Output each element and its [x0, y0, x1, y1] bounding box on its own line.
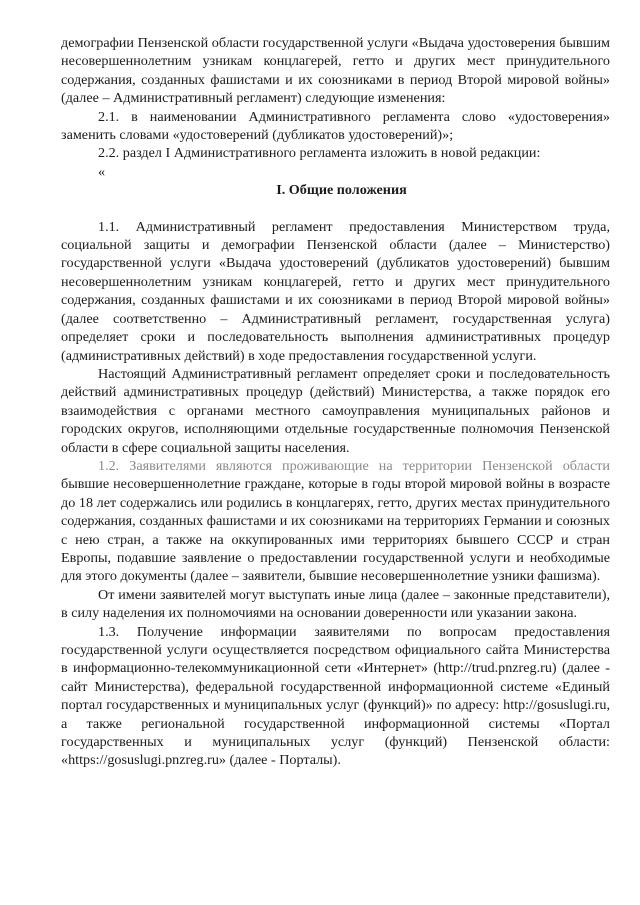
- item-2-1: 2.1. в наименовании Административного регламента слово «удостоверения» заменить словами «удостоверений (дубликатов удостоверений)»;: [61, 108, 610, 144]
- quote-mark: «: [98, 163, 106, 180]
- paragraph-1-2-text: бывшие несовершеннолетние граждане, которые в годы второй мировой войны в возрасте до 18 лет содержались или родились в концлагерях, гетто, других местах принудительного содержания, созданных фашистами и их союзниками на территориях Германии и союзных с нею стран, а также на оккупированных ими территориях бывшего СССР и стран Европы, подавшие заявление о предоставлении государственной услуги и необходимые для этого документы (далее – заявители, бывшие несовершеннолетние узники фашизма).: [61, 476, 610, 585]
- paragraph-1-2-faded-text: 1.2. Заявителями являются проживающие на территории Пензенской области: [98, 457, 610, 474]
- paragraph-1-3: 1.3. Получение информации заявителями по вопросам предоставления государственной услуги осуществляется посредством официального сайта Министерства в информационно-телекоммуникационной сети «Интернет» (http://trud.pnzreg.ru) (далее - сайт Министерства), федеральной государственной информационной системе «Единый портал государственных и муниципальных услуг (функций)» по адресу: http://gosuslugi.ru, а также региональной государственной информационной системы «Портал государственных и муниципальных услуг (функций) Пензенской области: «https://gosuslugi.pnzreg.ru» (далее - Порталы).: [61, 623, 610, 769]
- section-heading: I. Общие положения: [276, 182, 407, 199]
- paragraph-1-2-representatives: От имени заявителей могут выступать иные лица (далее – законные представители), в силу наделения их полномочиями на основании доверенности или указании закона.: [61, 586, 610, 622]
- paragraph-1-1-continued: Настоящий Административный регламент определяет сроки и последовательность действий административных процедур (действий) Министерства, а также порядок его взаимодействия с органами местного самоуправления муниципальных районов и городских округов, исполняющими отдельные государственные полномочия Пензенской области в сфере социальной защиты населения.: [61, 365, 610, 456]
- intro-paragraph: демографии Пензенской области государственной услуги «Выдача удостоверения бывшим несовершеннолетним узникам концлагерей, гетто и других мест принудительного содержания, созданных фашистами и их союзниками в период Второй мировой войны» (далее – Административный регламент) следующие изменения:: [61, 35, 610, 107]
- item-2-2: 2.2. раздел I Административного регламента изложить в новой редакции:: [98, 145, 541, 162]
- paragraph-1-1: 1.1. Административный регламент предоставления Министерством труда, социальной защиты и демографии Пензенской области (далее – Министерство) государственной услуги «Выдача удостоверений (дубликатов удостоверений) бывшим несовершеннолетним узникам концлагерей, гетто и других мест принудительного содержания, созданных фашистами и их союзниками в период Второй мировой войны» (далее соответственно – Административный регламент, государственная услуга) определяет сроки и последовательность выполнения административных процедур (административных действий) в ходе предоставления государственной услуги.: [61, 218, 610, 364]
- paragraph-1-2: [61, 457, 610, 586]
- section-spacer: [61, 200, 610, 218]
